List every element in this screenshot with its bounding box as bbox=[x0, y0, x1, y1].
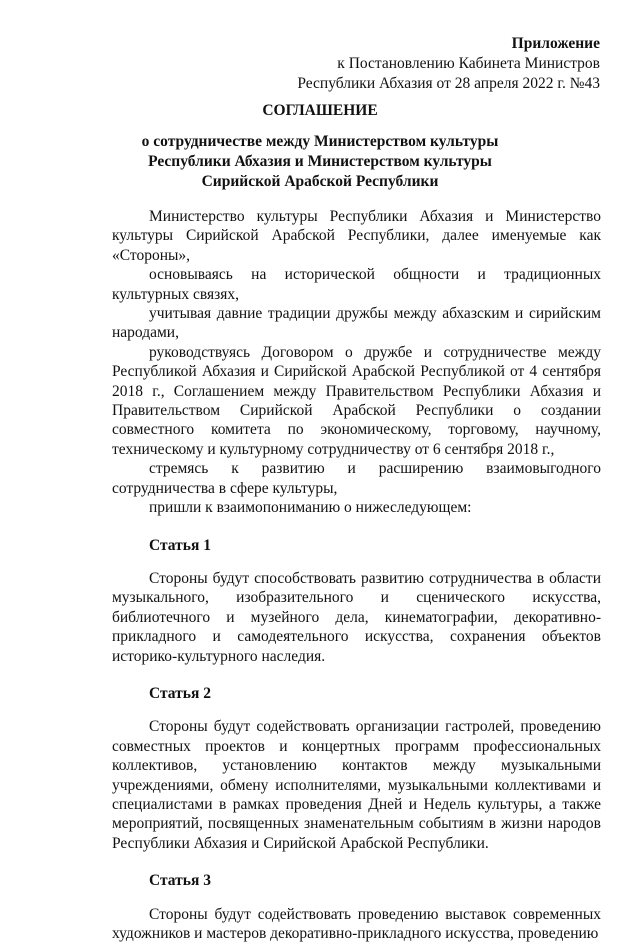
article-text: Стороны будут содействовать организации гастролей, проведению совместных проектов и концертных программ профессиональных коллективов, установлению контактов между музыкальными учреждениями, обмену исполнителями, музыкальными коллективами и специалистами в рамках проведения Дней и Недель культуры, а также мероприятий, посвященных знаменательным событиям в жизни народов Республики Абхазия и Сирийской Арабской Республики. bbox=[112, 718, 601, 852]
document-subtitle bbox=[0, 132, 640, 192]
document-title: СОГЛАШЕНИЕ bbox=[262, 102, 378, 119]
article-heading: Статья 1 bbox=[149, 536, 211, 554]
article-text: Стороны будут содействовать проведению выставок современных художников и мастеров декоративно-прикладного искусства, проведению bbox=[112, 905, 601, 942]
subtitle-line: Сирийской Арабской Республики bbox=[201, 173, 439, 190]
preamble-paragraph: пришли к взаимопониманию о нижеследующем: bbox=[149, 499, 472, 517]
preamble-paragraph: учитывая давние традиции дружбы между абхазским и сирийским народами, bbox=[112, 305, 601, 342]
article-heading: Статья 3 bbox=[149, 872, 211, 890]
appendix-label: Приложение bbox=[511, 35, 600, 52]
preamble-paragraph: стремясь к развитию и расширению взаимовыгодного сотрудничества в сфере культуры, bbox=[112, 460, 601, 497]
article-heading: Статья 2 bbox=[149, 684, 211, 702]
document-body bbox=[112, 207, 601, 943]
appendix-block bbox=[297, 34, 600, 94]
appendix-reference-line: к Постановлению Кабинета Министров bbox=[337, 55, 600, 72]
article-text: Стороны будут способствовать развитию сотрудничества в области музыкального, изобразительного и сценического искусства, библиотечного и музейного дела, кинематографии, декоративно-прикладного и самодеятельного искусства, сохранения объектов историко-культурного наследия. bbox=[112, 569, 601, 665]
subtitle-line: Республики Абхазия и Министерством культуры bbox=[148, 153, 492, 170]
appendix-reference-line: Республики Абхазия от 28 апреля 2022 г. №43 bbox=[297, 75, 600, 92]
preamble-paragraph: Министерство культуры Республики Абхазия и Министерство культуры Сирийской Арабской Республики, далее именуемые как «Стороны», bbox=[112, 208, 601, 264]
preamble-paragraph: основываясь на исторической общности и традиционных культурных связях, bbox=[112, 266, 601, 303]
subtitle-line: о сотрудничестве между Министерством культуры bbox=[141, 133, 499, 150]
preamble-paragraph: руководствуясь Договором о дружбе и сотрудничестве между Республикой Абхазия и Сирийской Арабской Республикой от 4 сентября 2018 г., Соглашением между Правительством Республики Абхазия и Правительством Сирийской Арабской Республики о создании совместного комитета по экономическому, торговому, научному, техническому и культурному сотрудничеству от 6 сентября 2018 г., bbox=[112, 343, 601, 458]
